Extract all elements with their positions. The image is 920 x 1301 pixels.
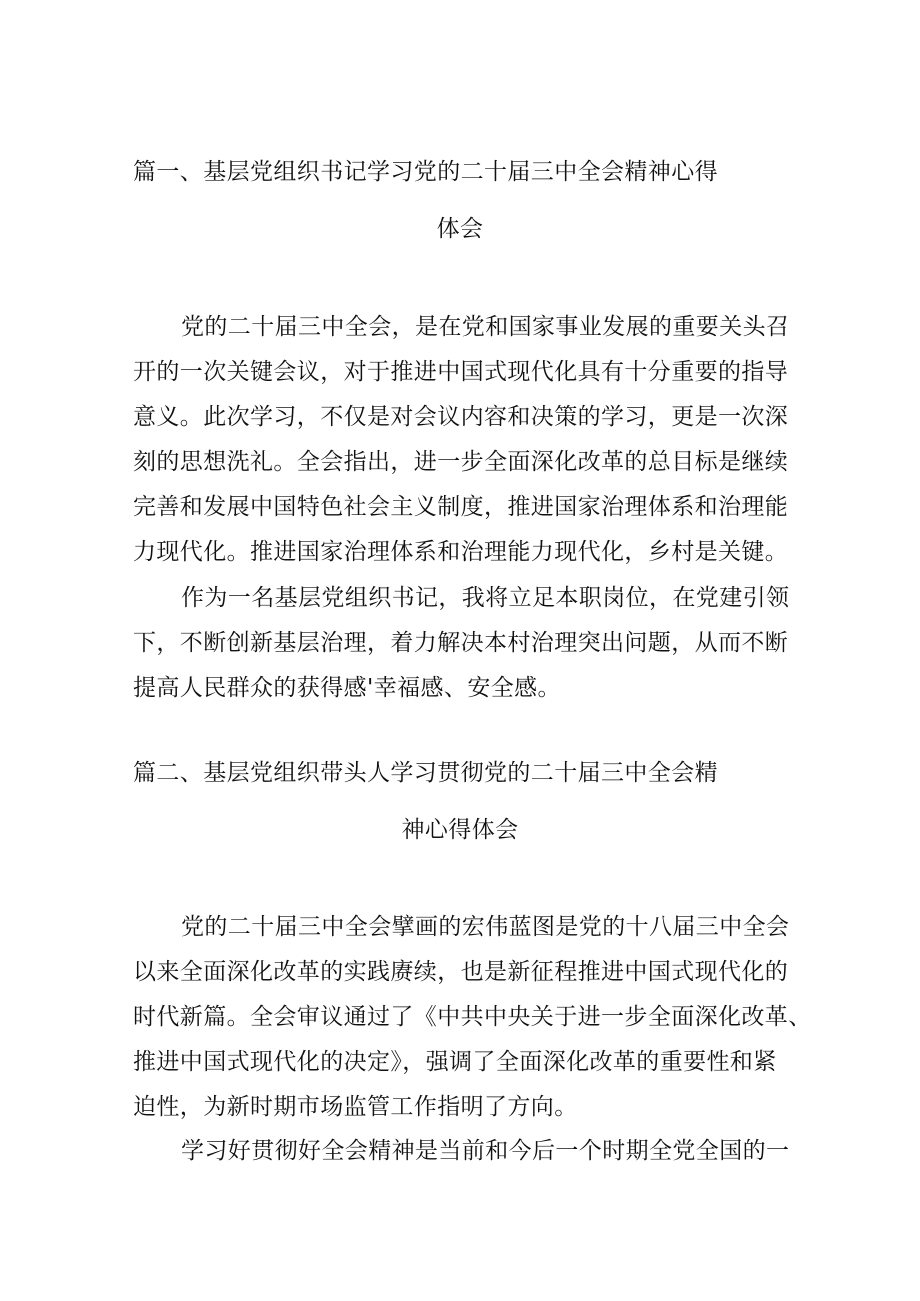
section1-para1-line3: 意义。此次学习，不仅是对会议内容和决策的学习，更是一次深	[133, 404, 789, 430]
section1-title-line2: 体会	[436, 216, 484, 242]
section2-para1-line5: 迫性，为新时期市场监管工作指明了方向。	[133, 1094, 578, 1120]
section1-para2-line2: 下，不断创新基层治理，着力解决本村治理突出问题，从而不断	[133, 630, 789, 656]
section1-para1-line2: 开的一次关键会议，对于推进中国式现代化具有十分重要的指导	[133, 359, 789, 385]
section2-title-line1: 篇二、基层党组织带头人学习贯彻党的二十届三中全会精	[133, 760, 718, 786]
section1-para1-line5: 完善和发展中国特色社会主义制度，推进国家治理体系和治理能	[133, 494, 789, 520]
section2-para2-line1: 学习好贯彻好全会精神是当前和今后一个时期全党全国的一	[181, 1138, 790, 1164]
section1-para1-line1: 党的二十届三中全会，是在党和国家事业发展的重要关头召	[181, 314, 790, 340]
section1-para2-line1: 作为一名基层党组织书记，我将立足本职岗位，在党建引领	[181, 585, 790, 611]
section2-para1-line3: 时代新篇。全会审议通过了《中共中央关于进一步全面深化改革、	[133, 1004, 812, 1030]
section2-para1-line4: 推进中国式现代化的决定》，强调了全面深化改革的重要性和紧	[133, 1049, 777, 1075]
section1-para1-line6: 力现代化。推进国家治理体系和治理能力现代化，乡村是关键。	[133, 539, 789, 565]
section2-para1-line1: 党的二十届三中全会擘画的宏伟蓝图是党的十八届三中全会	[181, 914, 790, 940]
section1-para2-line3: 提高人民群众的获得感'幸福感、安全感。	[133, 675, 561, 701]
section2-para1-line2: 以来全面深化改革的实践赓续，也是新征程推进中国式现代化的	[133, 959, 789, 985]
section1-title-line1: 篇一、基层党组织书记学习党的二十届三中全会精神心得	[133, 159, 718, 185]
section2-title-line2: 神心得体会	[401, 817, 519, 843]
section1-para1-line4: 刻的思想洗礼。全会指出，进一步全面深化改革的总目标是继续	[133, 449, 789, 475]
